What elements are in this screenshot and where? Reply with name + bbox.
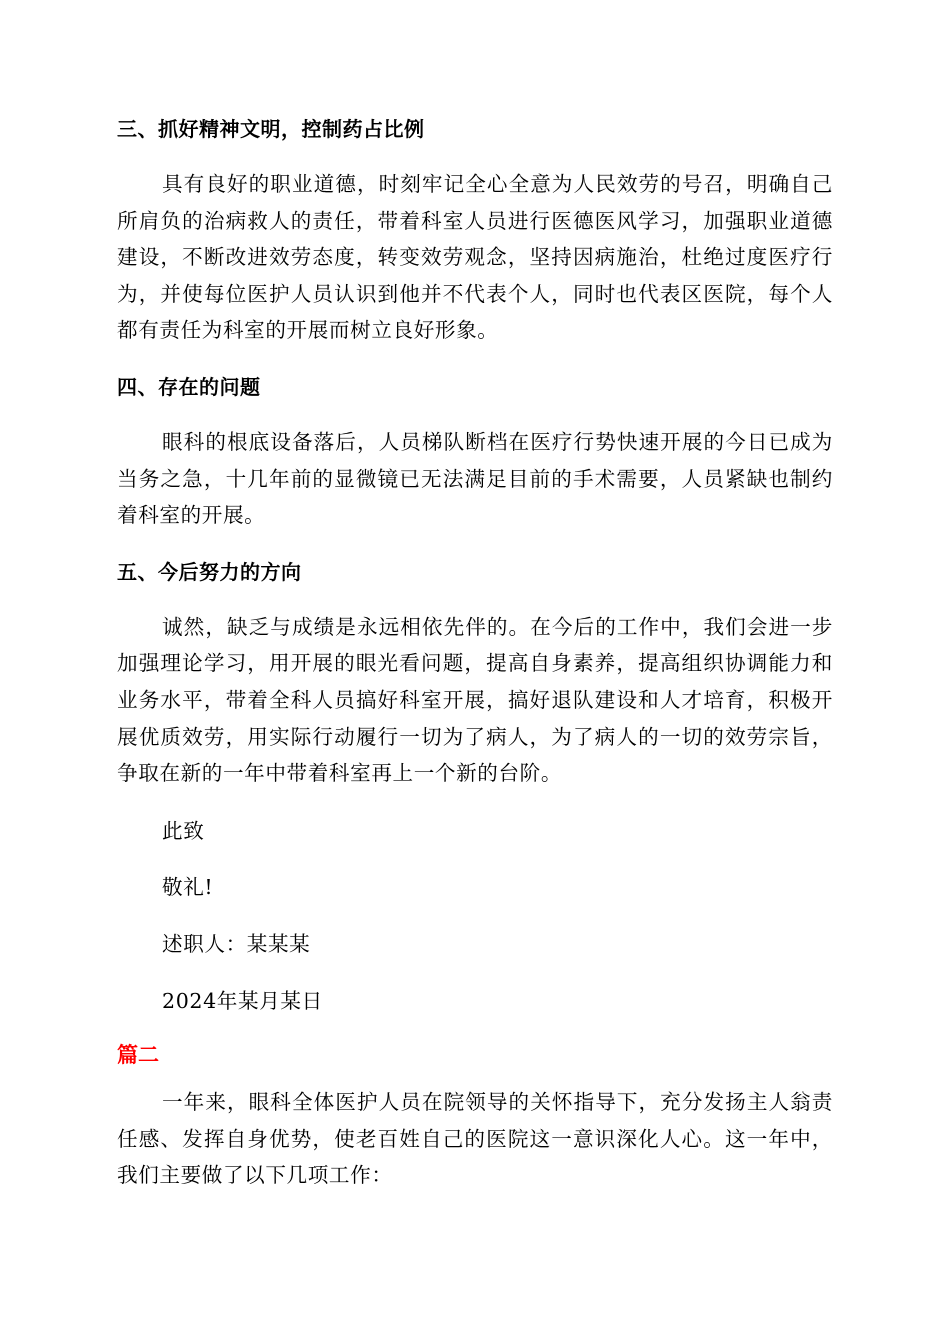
date-line: 2024年某月某日 bbox=[162, 988, 323, 1013]
section-5-heading: 五、今后努力的方向 bbox=[117, 559, 302, 584]
closing-line-2: 敬礼! bbox=[162, 875, 214, 900]
signature-line: 述职人：某某某 bbox=[162, 931, 311, 956]
section-4-body: 眼科的根底设备落后，人员梯队断档在医疗行势快速开展的今日已成为当务之急，十几年前的显微镜已无法满足目前的手术需要，人员紧缺也制约着科室的开展。 bbox=[117, 429, 833, 528]
section-3-heading: 三、抓好精神文明，控制药占比例 bbox=[117, 117, 425, 141]
closing-line-1: 此致 bbox=[162, 818, 205, 843]
section-3-body: 具有良好的职业道德，时刻牢记全心全意为人民效劳的号召，明确自己所肩负的治病救人的责任，带着科室人员进行医德医风学习，加强职业道德建设，不断改进效劳态度，转变效劳观念，坚持因病施治，杜绝过度医疗行为，并使每位医护人员认识到他并不代表个人，同时也代表区医院，每个人都有责任为科室的开展而树立良好形象。 bbox=[117, 172, 833, 343]
document-page bbox=[117, 112, 833, 1194]
part-2-body: 一年来，眼科全体医护人员在院领导的关怀指导下，充分发扬主人翁责任感、发挥自身优势，使老百姓自己的医院这一意识深化人心。这一年中，我们主要做了以下几项工作： bbox=[117, 1090, 833, 1188]
section-4-heading: 四、存在的问题 bbox=[117, 374, 261, 399]
part-2-heading: 篇二 bbox=[117, 1042, 159, 1068]
section-5-body: 诚然，缺乏与成绩是永远相依先伴的。在今后的工作中，我们会进一步加强理论学习，用开展的眼光看问题，提高自身素养，提高组织协调能力和业务水平，带着全科人员搞好科室开展，搞好退队建设和人才培育，积极开展优质效劳，用实际行动履行一切为了病人，为了病人的一切的效劳宗旨，争取在新的一年中带着科室再上一个新的台阶。 bbox=[117, 614, 833, 786]
